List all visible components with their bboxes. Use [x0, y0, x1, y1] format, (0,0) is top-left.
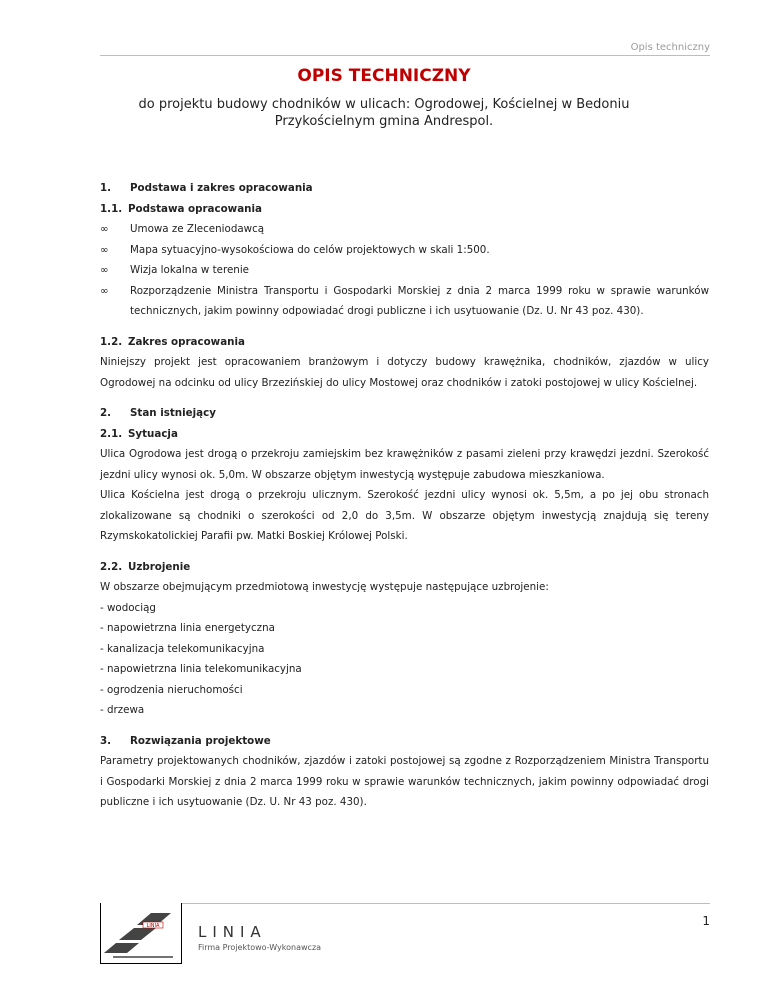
- section-2-1-title: Sytuacja: [128, 427, 178, 440]
- infinity-bullet-icon: ∞: [100, 264, 109, 276]
- section-2-number: 2.: [100, 407, 112, 419]
- company-logo: [100, 903, 182, 964]
- running-header: Opis techniczny: [630, 42, 710, 53]
- section-2-title: Stan istniejący: [130, 407, 216, 419]
- infinity-bullet-icon: ∞: [100, 243, 109, 256]
- document-body: [100, 178, 709, 813]
- document-subtitle: [130, 96, 638, 130]
- section-2-2-number: 2.2.: [100, 560, 123, 573]
- list-item: ∞ Umowa ze Zleceniodawcą: [100, 219, 709, 240]
- logo-text: LINIA: [146, 923, 160, 929]
- section-1-1-number: 1.1.: [100, 202, 123, 215]
- brand-tagline: Firma Projektowo-Wykonawcza: [198, 943, 322, 952]
- situation-paragraph-1: Ulica Ogrodowa jest drogą o przekroju zamiejskim bez krawężników z pasami zieleni przy krawędzi jezdni. Szerokość jezdni ulicy wynosi ok. 5,0m. W obszarze objętym inwestycją występuje zabudowa mieszkaniowa.: [100, 448, 709, 481]
- section-2-2-heading: [100, 557, 709, 578]
- situation-paragraph-2: Ulica Kościelna jest drogą o przekroju ulicznym. Szerokość jezdni ulicy wynosi ok. 5,5m, a po jej obu stronach zlokalizowane są chodniki o szerokości od 2,0 do 3,5m. W obszarze objętym inwestycją znajdują się tereny Rzymskokatolickiej Parafii pw. Matki Boskiej Królowej Polski.: [100, 489, 709, 542]
- page-number: 1: [702, 914, 710, 928]
- list-item: - drzewa: [100, 704, 145, 716]
- basis-list: [100, 219, 709, 322]
- list-item: - kanalizacja telekomunikacyjna: [100, 642, 265, 655]
- section-1-2-title: Zakres opracowania: [128, 335, 245, 348]
- infinity-bullet-icon: ∞: [100, 223, 109, 235]
- list-item: - napowietrzna linia energetyczna: [100, 622, 275, 634]
- utilities-intro: W obszarze obejmującym przedmiotową inwestycję występuje następujące uzbrojenie:: [100, 581, 549, 593]
- section-3-number: 3.: [100, 734, 112, 747]
- section-1-2-heading: [100, 332, 709, 353]
- document-title: OPIS TECHNICZNY: [297, 66, 471, 86]
- section-3-heading: [100, 731, 709, 752]
- list-item: - ogrodzenia nieruchomości: [100, 683, 243, 696]
- section-2-1-heading: [100, 424, 709, 445]
- section-2-1-number: 2.1.: [100, 427, 123, 440]
- company-brand: [198, 923, 321, 952]
- section-1-heading: [100, 178, 709, 199]
- section-1-1-title: Podstawa opracowania: [128, 202, 262, 215]
- list-item: - wodociąg: [100, 601, 156, 614]
- section-3-title: Rozwiązania projektowe: [130, 734, 271, 747]
- subtitle-line-1: do projektu budowy chodników w ulicach: Ogrodowej, Kościelnej w Bedoniu: [138, 97, 630, 112]
- footer-divider: [100, 903, 710, 904]
- section-2-heading: [100, 403, 709, 424]
- utilities-list: [100, 598, 709, 721]
- list-item: ∞ Rozporządzenie Ministra Transportu i Gospodarki Morskiej z dnia 2 marca 1999 roku w sprawie warunków technicznych, jakim powinny odpowiadać drogi publiczne i ich usytuowanie (Dz. U. Nr 43 poz. 430).: [100, 281, 709, 322]
- list-item: - napowietrzna linia telekomunikacyjna: [100, 663, 302, 675]
- list-item: ∞ Mapa sytuacyjno-wysokościowa do celów projektowych w skali 1:500.: [100, 240, 709, 261]
- list-item: ∞ Wizja lokalna w terenie: [100, 260, 709, 281]
- header-divider: [100, 55, 710, 56]
- section-1-title: Podstawa i zakres opracowania: [130, 182, 313, 194]
- infinity-bullet-icon: ∞: [100, 284, 109, 297]
- section-1-number: 1.: [100, 182, 112, 194]
- section-2-2-title: Uzbrojenie: [128, 560, 191, 573]
- design-solutions-paragraph: Parametry projektowanych chodników, zjazdów i zatoki postojowej są zgodne z Rozporządzeniem Ministra Transportu i Gospodarki Morskiej z dnia 2 marca 1999 roku w sprawie warunków technicznych, jakim powinny odpowiadać drogi publiczne i ich usytuowanie (Dz. U. Nr 43 poz. 430).: [100, 755, 709, 808]
- brand-name: LINIA: [198, 923, 267, 941]
- section-1-1-heading: [100, 199, 709, 220]
- subtitle-line-2: Przykościelnym gmina Andrespol.: [274, 114, 494, 129]
- logo-graphic-icon: [101, 903, 181, 963]
- section-1-2-number: 1.2.: [100, 335, 123, 348]
- scope-paragraph: Niniejszy projekt jest opracowaniem branżowym i dotyczy budowy krawężnika, chodników, zjazdów w ulicy Ogrodowej na odcinku od ulicy Brzezińskiej do ulicy Mostowej oraz chodników i zatoki postojowej w ulicy Kościelnej.: [100, 356, 709, 389]
